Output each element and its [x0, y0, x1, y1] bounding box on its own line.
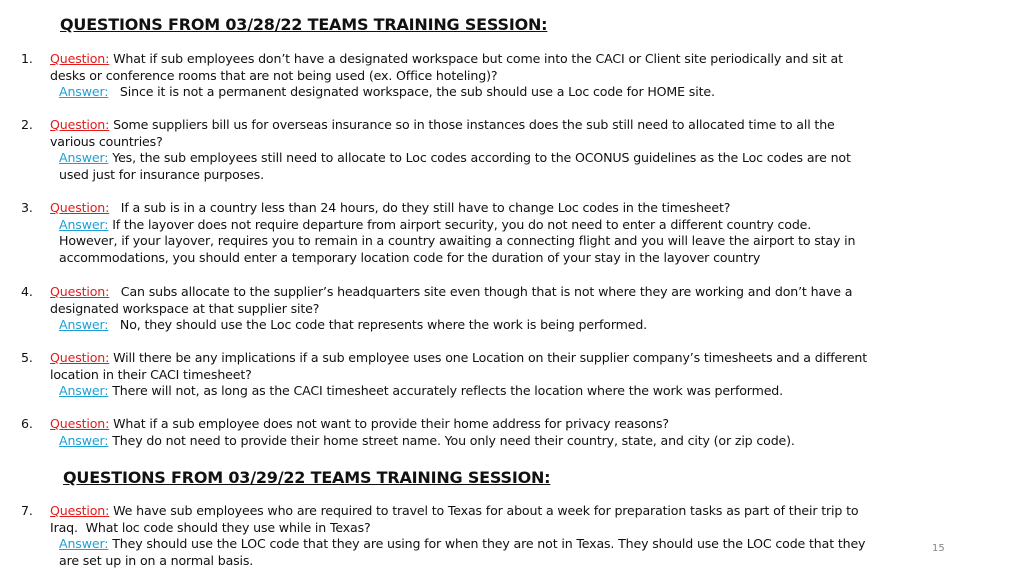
page-number: 15 [932, 543, 945, 554]
answer-text: Yes, the sub employees still need to allocate to Loc codes according to the OCONUS guidelines as the Loc codes are not [112, 150, 851, 165]
question-line [50, 350, 920, 367]
question-text: We have sub employees who are required to travel to Texas for about a week for preparation tasks as part of their trip to [113, 503, 859, 518]
question-text: designated workspace at that supplier site? [50, 300, 320, 316]
answer-label: Answer: [59, 536, 109, 551]
answer-text: No, they should use the Loc code that represents where the work is being performed. [112, 317, 648, 332]
question-text: Will there be any implications if a sub employee uses one Location on their supplier company’s timesheets and a different [113, 350, 868, 365]
answer-line [59, 536, 920, 553]
answer-line [59, 84, 920, 101]
question-line [50, 301, 920, 318]
question-label: Question: [50, 51, 110, 66]
answer-text: They do not need to provide their home street name. You only need their country, state, and city (or zip code). [112, 432, 795, 448]
qa-number: 6. [21, 416, 33, 431]
answer-text: They should use the LOC code that they are using for when they are not in Texas. They should use the LOC code that they [112, 536, 866, 551]
question-label: Question: [50, 350, 110, 365]
answer-line [59, 250, 920, 267]
question-line [50, 68, 920, 85]
answer-label: Answer: [59, 84, 109, 99]
question-label: Question: [50, 503, 110, 518]
answer-text: are set up in on a normal basis. [59, 552, 254, 568]
qa-item [0, 416, 920, 449]
answer-text: accommodations, you should enter a temporary location code for the duration of your stay in the layover country [59, 249, 761, 265]
question-text: location in their CACI timesheet? [50, 366, 252, 382]
question-text: Some suppliers bill us for overseas insurance so in those instances does the sub still need to allocated time to all the [113, 117, 835, 132]
answer-label: Answer: [59, 150, 109, 165]
question-text: What if a sub employee does not want to provide their home address for privacy reasons? [113, 416, 669, 431]
qa-item [0, 350, 920, 400]
question-text: various countries? [50, 133, 163, 149]
question-label: Question: [50, 117, 110, 132]
question-label: Question: [50, 284, 110, 299]
answer-line [59, 433, 920, 450]
question-line [50, 367, 920, 384]
answer-line [59, 553, 920, 570]
qa-item [0, 51, 920, 101]
answer-label: Answer: [59, 383, 109, 398]
answer-line [59, 150, 920, 167]
qa-number: 1. [21, 51, 33, 66]
question-text: Can subs allocate to the supplier’s headquarters site even though that is not where they are working and don’t have a [113, 284, 853, 299]
qa-number: 5. [21, 350, 33, 365]
question-text: Iraq. What loc code should they use while in Texas? [50, 519, 371, 535]
answer-text: There will not, as long as the CACI timesheet accurately reflects the location where the work was performed. [112, 383, 783, 398]
qa-number: 3. [21, 200, 33, 215]
answer-line [59, 383, 920, 400]
question-label: Question: [50, 200, 110, 215]
qa-item [0, 284, 920, 334]
question-line [50, 416, 920, 433]
question-label: Question: [50, 416, 110, 431]
question-text: desks or conference rooms that are not being used (ex. Office hoteling)? [50, 67, 498, 83]
question-line [50, 117, 920, 134]
question-line [50, 284, 920, 301]
answer-text: used just for insurance purposes. [59, 166, 264, 182]
answer-label: Answer: [59, 317, 109, 332]
answer-line [59, 167, 920, 184]
answer-line [59, 317, 920, 334]
question-line [50, 520, 920, 537]
answer-text: Since it is not a permanent designated workspace, the sub should use a Loc code for HOME site. [112, 84, 715, 99]
answer-line [59, 233, 920, 250]
answer-text: However, if your layover, requires you to remain in a country awaiting a connecting flight and you will leave the airport to stay in [59, 233, 856, 248]
qa-number: 2. [21, 117, 33, 132]
qa-item [0, 200, 920, 266]
qa-number: 4. [21, 284, 33, 299]
question-text: What if sub employees don’t have a designated workspace but come into the CACI or Client site periodically and sit at [113, 51, 843, 66]
section-heading-03-28: QUESTIONS FROM 03/28/22 TEAMS TRAINING SESSION: [60, 15, 548, 34]
answer-line [59, 217, 920, 234]
question-line [50, 134, 920, 151]
question-line [50, 51, 920, 68]
question-text: If a sub is in a country less than 24 hours, do they still have to change Loc codes in the timesheet? [113, 200, 731, 215]
qa-item [0, 117, 920, 183]
answer-label: Answer: [59, 216, 109, 232]
qa-item [0, 503, 920, 569]
answer-text: If the layover does not require departure from airport security, you do not need to enter a different country code. [112, 216, 812, 232]
question-line [50, 503, 920, 520]
qa-number: 7. [21, 503, 33, 518]
answer-label: Answer: [59, 432, 109, 448]
section-heading-03-29: QUESTIONS FROM 03/29/22 TEAMS TRAINING SESSION: [63, 468, 551, 487]
question-line [50, 200, 920, 217]
